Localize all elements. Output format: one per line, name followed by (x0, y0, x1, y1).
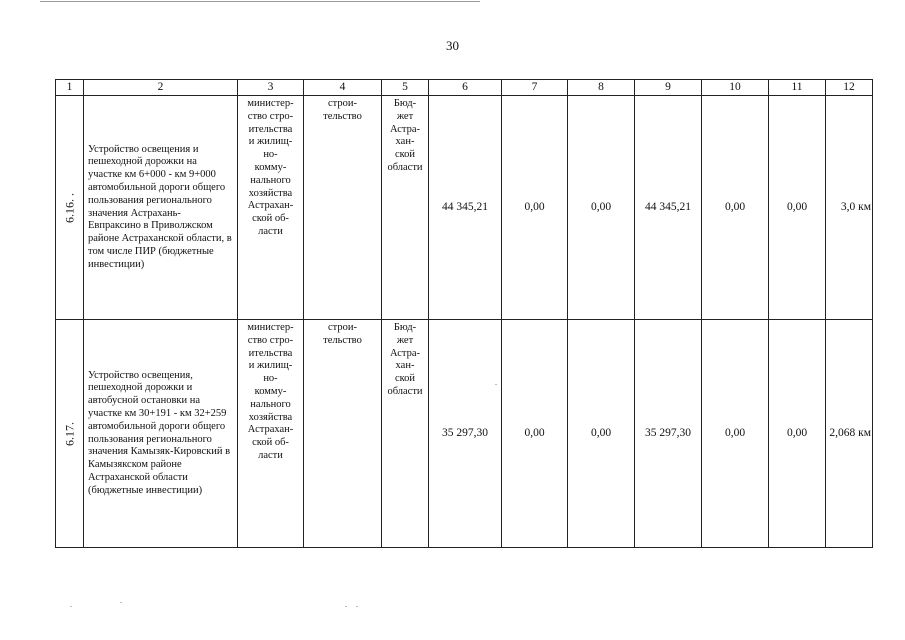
header-cell: 5 (382, 80, 429, 96)
scan-speck (495, 384, 497, 385)
header-cell: 7 (502, 80, 568, 96)
value-cell: 0,00 (568, 320, 635, 548)
value-cell: 35 297,30 (429, 320, 502, 548)
value-cell: 44 345,21 (635, 96, 702, 320)
row-number-cell (56, 320, 84, 548)
value-cell: 0,00 (702, 96, 769, 320)
header-cell: 10 (702, 80, 769, 96)
work-type-cell: строи- тельство (304, 96, 382, 320)
header-cell: 6 (429, 80, 502, 96)
value-cell: 0,00 (502, 96, 568, 320)
header-cell: 8 (568, 80, 635, 96)
header-cell: 9 (635, 80, 702, 96)
funding-source-cell: Бюд- жет Астра- хан- ской области (382, 320, 429, 548)
value-cell: 0,00 (769, 96, 826, 320)
value-cell: 35 297,30 (635, 320, 702, 548)
header-cell: 11 (769, 80, 826, 96)
header-row (56, 80, 873, 96)
header-cell: 3 (238, 80, 304, 96)
header-cell: 12 (826, 80, 873, 96)
data-table (55, 79, 873, 548)
row-number: 6.17. (62, 421, 77, 446)
scan-speck (70, 606, 72, 607)
header-cell: 1 (56, 80, 84, 96)
table-row (56, 96, 873, 320)
value-cell: 0,00 (769, 320, 826, 548)
value-cell: 0,00 (702, 320, 769, 548)
customer-cell: министер- ство стро- ительства и жилищ- но- комму- нального хозяйства Астрахан- ской об- ласти (238, 96, 304, 320)
scan-speck (120, 602, 122, 603)
funding-source-cell: Бюд- жет Астра- хан- ской области (382, 96, 429, 320)
top-rule (40, 1, 480, 2)
description-cell: Устройство освещения, пешеходной дорожки и автобусной остановки на участке км 30+191 - км 32+259 автомобильной дороги общего пользования регионального значения Камызяк-Кировский в Камызякском районе Астраханской области (бюджетные инвестиции) (84, 320, 238, 548)
customer-cell: министер- ство стро- ительства и жилищ- но- комму- нального хозяйства Астрахан- ской об- ласти (238, 320, 304, 548)
capacity-cell: 3,0 км (826, 96, 873, 320)
table-row (56, 320, 873, 548)
scan-speck (356, 606, 358, 607)
value-cell: 44 345,21 (429, 96, 502, 320)
page-number: 30 (446, 38, 459, 53)
row-number-cell (56, 96, 84, 320)
capacity-cell: 2,068 км (826, 320, 873, 548)
scan-speck (345, 606, 347, 607)
value-cell: 0,00 (502, 320, 568, 548)
value-cell: 0,00 (568, 96, 635, 320)
work-type-cell: строи- тельство (304, 320, 382, 548)
header-cell: 2 (84, 80, 238, 96)
row-number: 6.16. . (62, 192, 77, 223)
description-cell: Устройство освещения и пешеходной дорожки на участке км 6+000 - км 9+000 автомобильной дороги общего пользования регионального значения Астрахань-Евпраксино в Приволжском районе Астраханской области, в том числе ПИР (бюджетные инвестиции) (84, 96, 238, 320)
header-cell: 4 (304, 80, 382, 96)
